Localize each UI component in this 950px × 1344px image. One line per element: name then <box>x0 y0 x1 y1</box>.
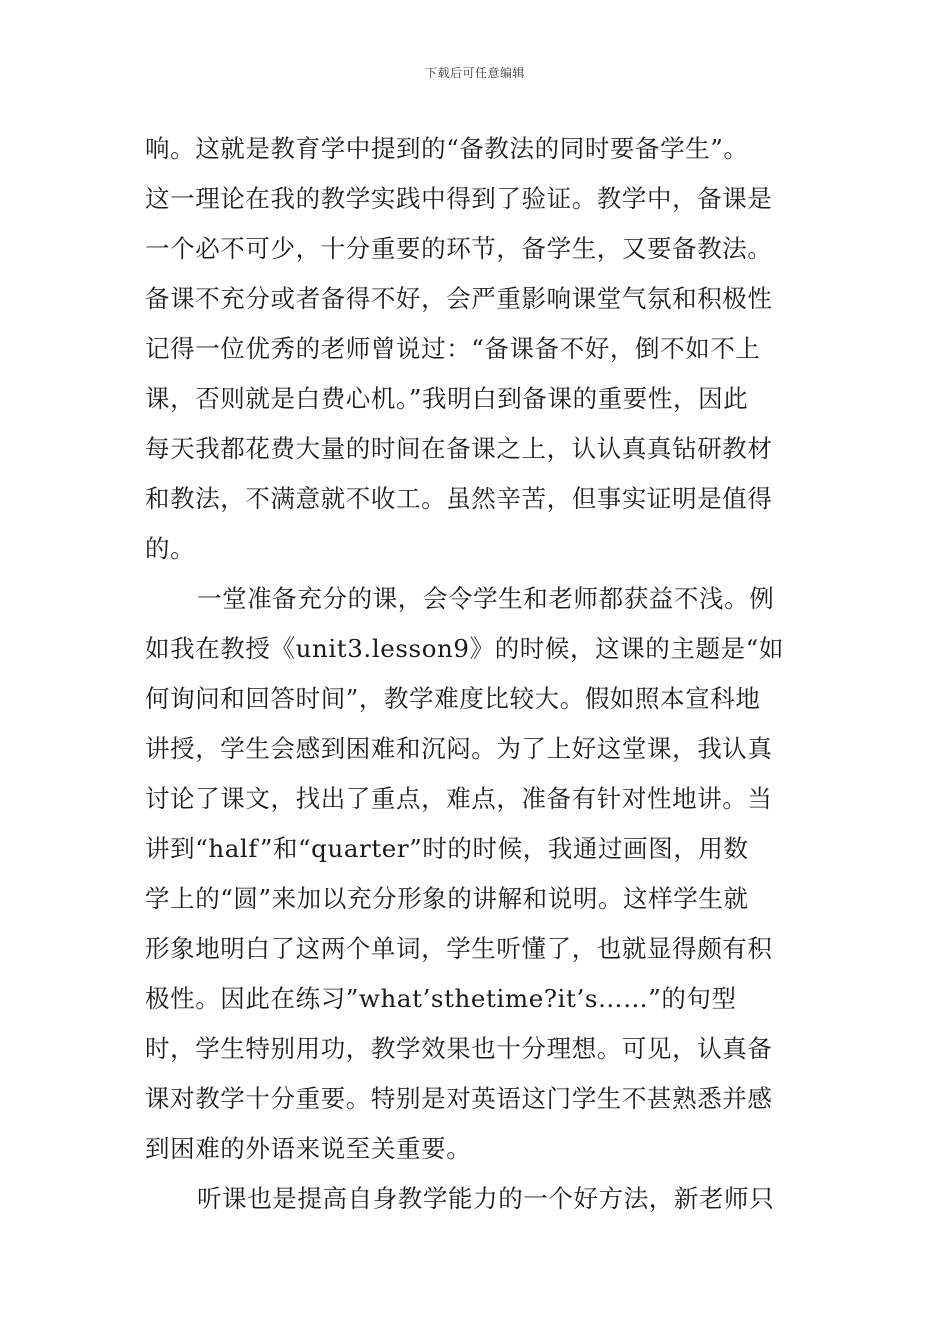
text-line: 形象地明白了这两个单词，学生听懂了，也就显得颇有积 <box>145 934 773 963</box>
text-line: 讲授，学生会感到困难和沉闷。为了上好这堂课，我认真 <box>145 734 773 763</box>
text-line: 如我在教授《unit3.lesson9》的时候，这课的主题是“如 <box>145 634 784 663</box>
text-line: 的。 <box>145 534 196 563</box>
text-line: 响。这就是教育学中提到的“备教法的同时要备学生”。 <box>145 134 749 163</box>
text-line: 学上的“圆”来加以充分形象的讲解和说明。这样学生就 <box>145 884 749 913</box>
text-line: 讲到“half”和“quarter”时的时候，我通过画图，用数 <box>145 834 749 863</box>
text-line: 课，否则就是白费心机。”我明白到备课的重要性，因此 <box>145 384 749 413</box>
text-line: 这一理论在我的教学实践中得到了验证。教学中，备课是 <box>145 184 773 213</box>
text-line: 时，学生特别用功，教学效果也十分理想。可见，认真备 <box>145 1034 773 1063</box>
text-line: 每天我都花费大量的时间在备课之上，认认真真钻研教材 <box>145 434 773 463</box>
text-line: 一个必不可少，十分重要的环节，备学生，又要备教法。 <box>145 234 773 263</box>
text-line: 何询问和回答时间”，教学难度比较大。假如照本宣科地 <box>145 684 761 713</box>
page-header: 下载后可任意编辑 <box>424 66 525 80</box>
text-line: 和教法，不满意就不收工。虽然辛苦，但事实证明是值得 <box>145 484 773 513</box>
text-line: 讨论了课文，找出了重点，难点，准备有针对性地讲。当 <box>145 784 773 813</box>
document-body <box>145 124 810 1224</box>
text-line: 记得一位优秀的老师曾说过：“备课备不好，倒不如不上 <box>145 334 761 363</box>
paragraph-start-line: 听课也是提高自身教学能力的一个好方法，新老师只 <box>197 1184 775 1213</box>
text-line: 课对教学十分重要。特别是对英语这门学生不甚熟悉并感 <box>145 1084 773 1113</box>
paragraph-start-line: 一堂准备充分的课，会令学生和老师都获益不浅。例 <box>197 584 775 613</box>
text-line: 备课不充分或者备得不好，会严重影响课堂气氛和积极性 <box>145 284 773 313</box>
text-line: 到困难的外语来说至关重要。 <box>145 1134 472 1163</box>
text-line: 极性。因此在练习”what’sthetime?it’s……”的句型 <box>145 984 737 1013</box>
